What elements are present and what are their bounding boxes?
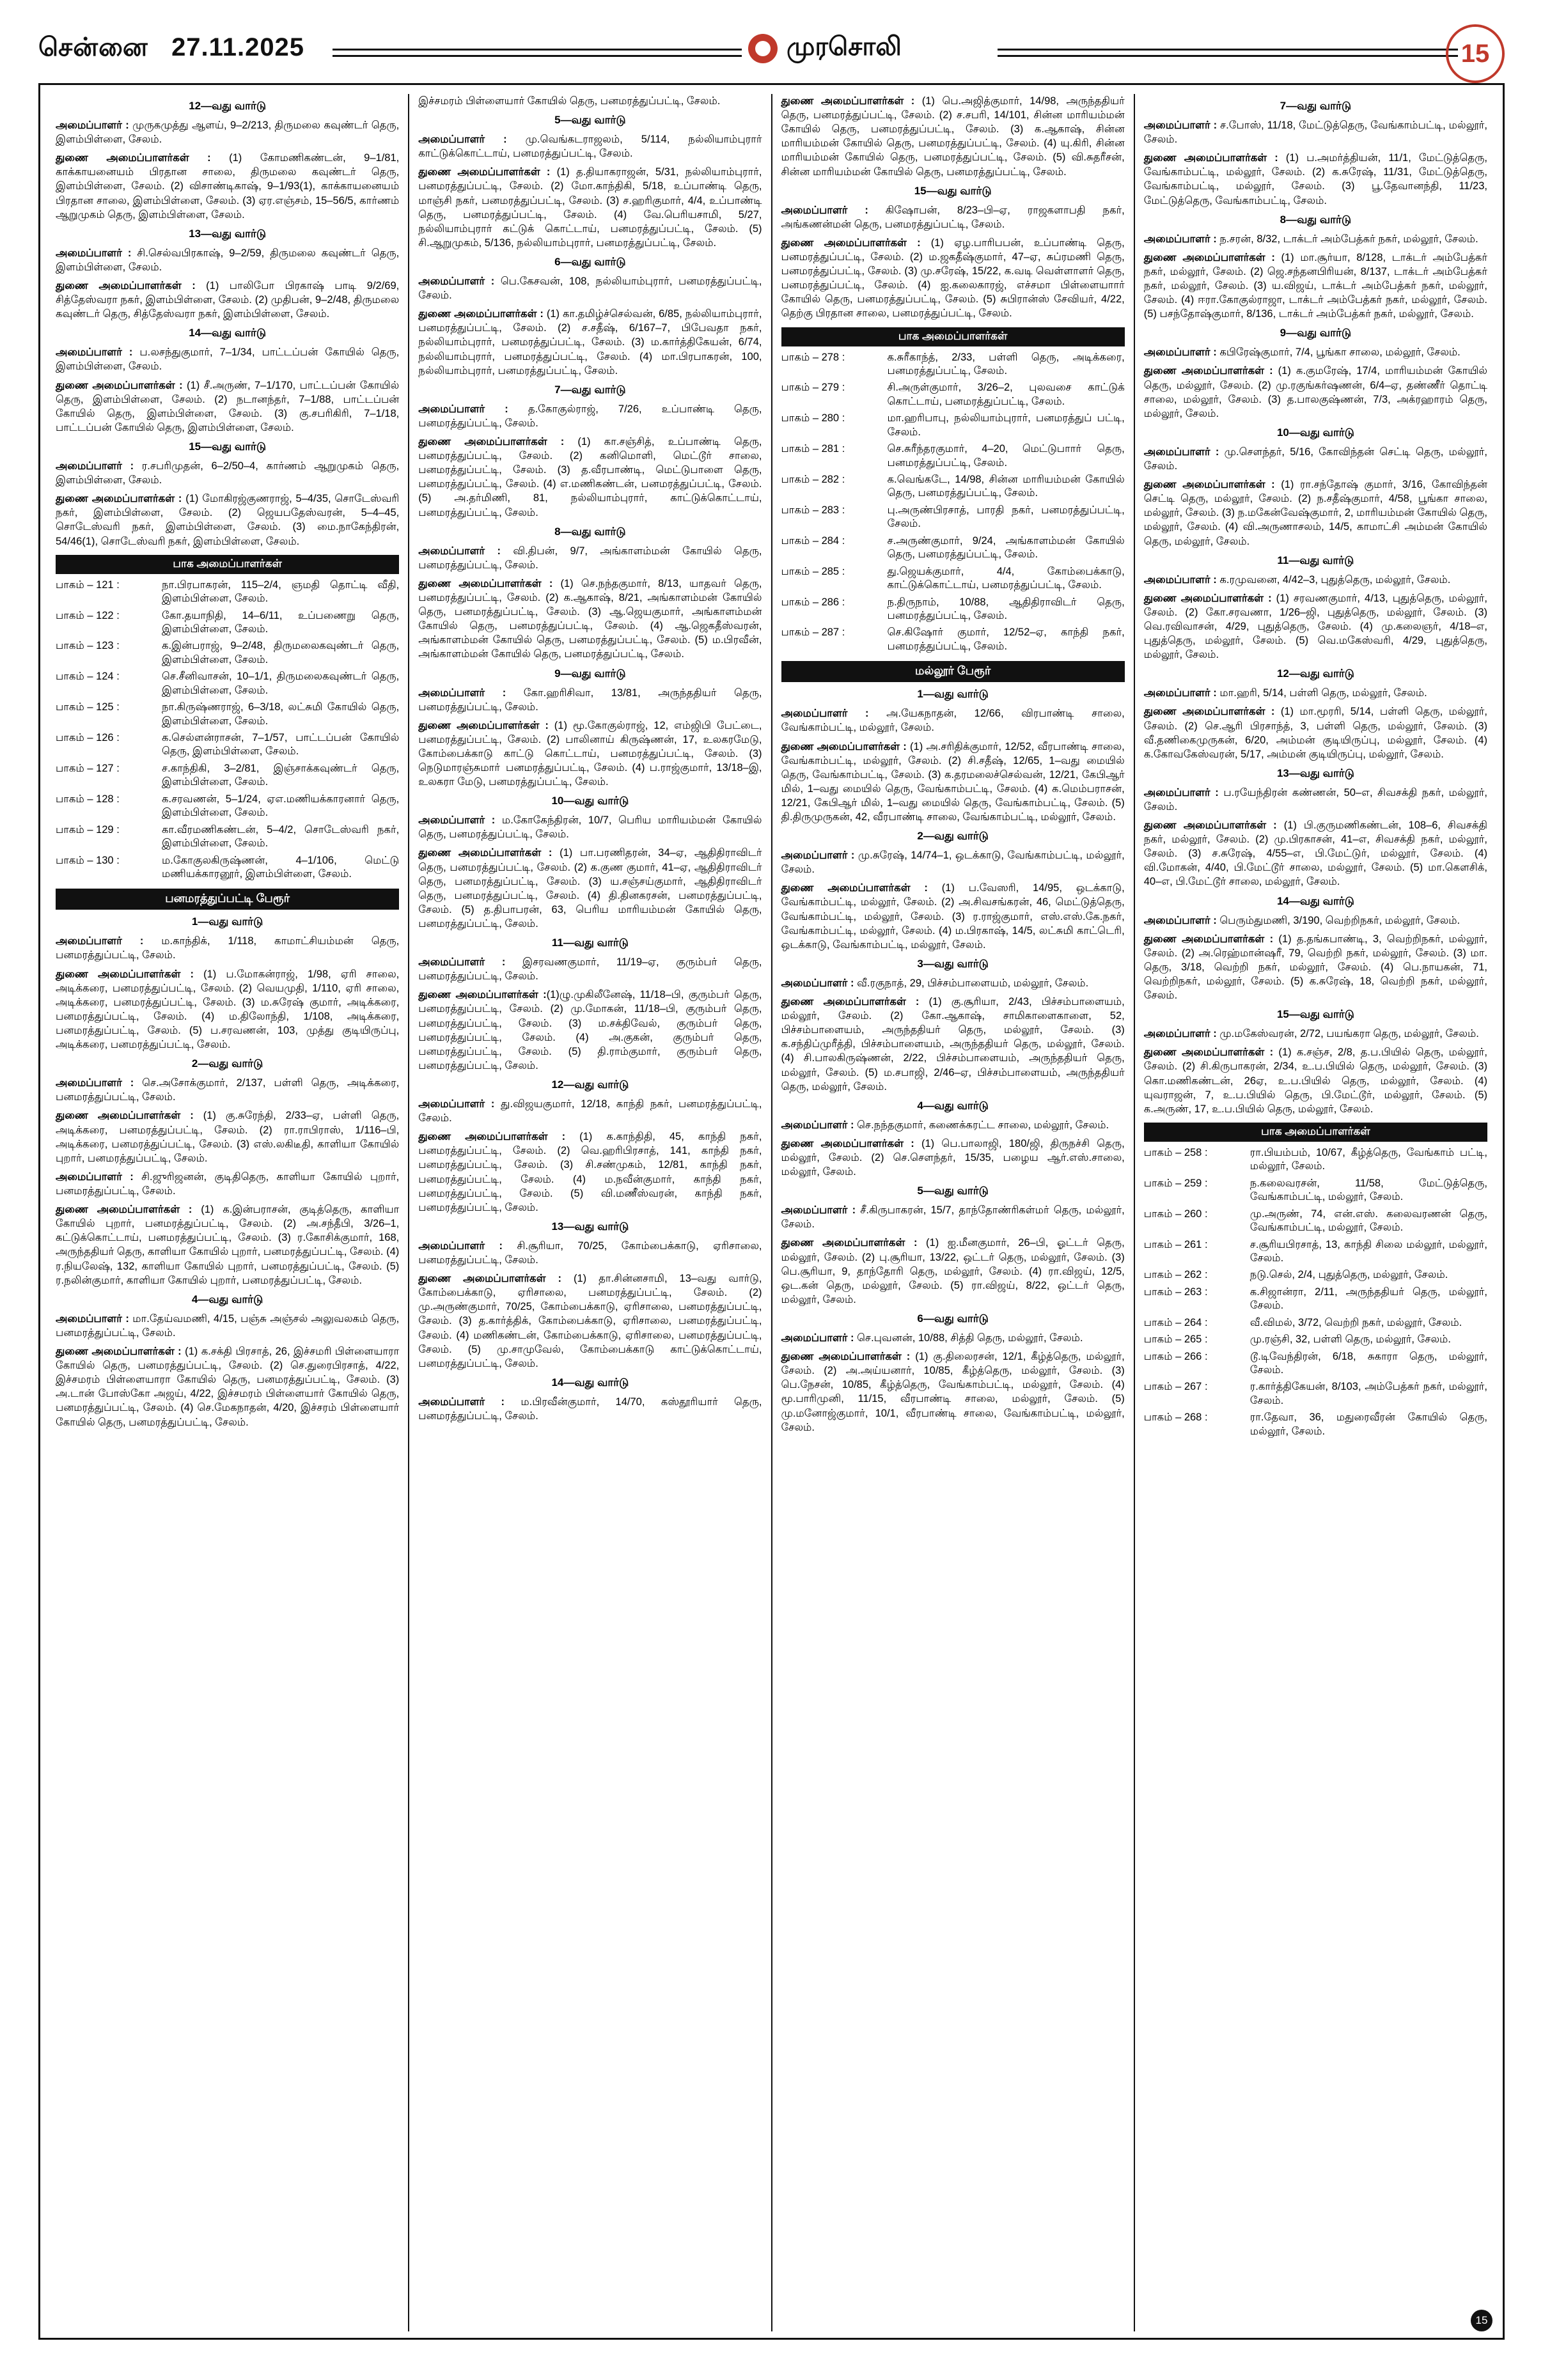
booth-officer-detail: நா.பிரபாகரன், 115–2/4, ஞமதி தொட்டி வீதி, இளம்பிள்ளை, சேலம். bbox=[162, 579, 400, 605]
booth-entry bbox=[1144, 1238, 1487, 1266]
booth-entry bbox=[781, 473, 1125, 501]
booth-entry bbox=[56, 579, 399, 606]
booth-officer-detail: ம.கோகுலகிருஷ்ணன், 4–1/106, மெட்டு மணியக்காரனூர், இளம்பிள்ளை, சேலம். bbox=[162, 854, 400, 880]
ward-heading: 12—வது வார்டு bbox=[551, 1078, 629, 1091]
body-paragraph: அமைப்பாளர் : கிஷோபன், 8/23–பி–ஏ, ராஜகளாபதி நகர், அங்கணன்மன் தெரு, பனமரத்துப்பட்டி, சேலம். bbox=[781, 204, 1125, 230]
booth-officer-detail: ந.திருநாம், 10/88, ஆதிதிராவிடர் தெரு, பனமரத்துப்பட்டி, சேலம். bbox=[887, 596, 1125, 621]
ward-heading: 7—வது வார்டு bbox=[1280, 100, 1352, 112]
ward-heading: 10—வது வார்டு bbox=[1276, 426, 1354, 439]
ward-heading: 7—வது வார்டு bbox=[554, 383, 626, 396]
booth-number: பாகம் – 262 : bbox=[1143, 1269, 1208, 1281]
booth-officer-detail: து.ஜெயக்குமார், 4/4, கோம்பைக்காடு, காட்டுக்கொட்டாய், பனமரத்துப்பட்டி, சேலம். bbox=[887, 565, 1125, 591]
booth-entry bbox=[56, 793, 399, 820]
booth-entry bbox=[1144, 1286, 1487, 1313]
booth-entry bbox=[56, 762, 399, 789]
body-paragraph: துணை அமைப்பாளர்கள் : (1) செ.நந்தகுமார், 8/13, யாதவர் தெரு, பனமரத்துப்பட்டி, சேலம். (2) க.ஆகாஷ், 8/21, அங்காளம்மன் கோயில் தெரு, பனமரத்துப்பட்டி, சேலம். (3) ஆ.ஜெயகுமார், அங்காளம்மன் கோயில் தெரு, பனமரத்துப்பட்டி, சேலம். (4) ஆ.ஜெகதீஸ்வரன், அங்காளம்மன் கோயில் தெரு, பனமரத்துப்பட்டி, சேலம். (5) ம.பிரவீன், அங்காளம்மன் கோயில் தெரு, பனமரத்துப்பட்டி, சேலம். bbox=[418, 577, 762, 660]
ward-heading: 11—வது வார்டு bbox=[551, 937, 629, 949]
booth-entry bbox=[781, 504, 1125, 531]
booth-number: பாகம் – 280 : bbox=[781, 412, 845, 424]
ward-heading: 3—வது வார்டு bbox=[917, 957, 989, 970]
ward-heading: 11—வது வார்டு bbox=[1277, 554, 1354, 566]
body-paragraph: அமைப்பாளர் : கபிரேஷ்குமார், 7/4, பூங்கா சாலை, மல்லூர், சேலம். bbox=[1143, 346, 1461, 359]
column-container bbox=[40, 85, 1503, 2338]
booth-officer-detail: க.வெங்கடே, 14/98, சின்ன மாரியம்மன் கோயில் தெரு, பனமரத்துப்பட்டி, சேலம். bbox=[887, 474, 1125, 499]
body-paragraph: துணை அமைப்பாளர்கள் : (1) சரவணகுமார், 4/13, புதுத்தெரு, மல்லூர், சேலம். (2) கோ.சரவணா, 1/26–ஜி, புதுத்தெரு, மல்லூர், சேலம். (3) வெ.ரவிவாசன், 4/29, புதுத்தெரு, சேலம். (4) மு.கலைஞர், 4/18–எ, புதுத்தெரு, மல்லூர், சேலம். (5) வெ.மகேஸ்வரி, 4/29, புதுத்தெரு, மல்லூர், சேலம். bbox=[1143, 592, 1487, 661]
booth-entry bbox=[1144, 1177, 1487, 1204]
ward-heading: 5—வது வார்டு bbox=[554, 114, 626, 127]
body-paragraph: துணை அமைப்பாளர்கள் : (1) கா.சஞ்சித், உப்பாண்டி தெரு, பனமரத்துப்பட்டி, சேலம். (2) கனிமொளி, மெட்டூர் சாலை, பனமரத்துப்பட்டி, சேலம். (3) த.வீரபாண்டி, மெட்டுபாளை தெரு, பனமரத்துப்பட்டி, சேலம். (4) எ.மணிகண்டன், பனமரத்துப்பட்டி, சேலம். (5) அ.தர்மிணி, 81, நல்லியாம்புரார், காட்டுக்கொட்டாய், பனமரத்துப்பட்டி, சேலம். bbox=[418, 435, 762, 518]
body-paragraph: அமைப்பாளர் : அ.யேகநாதன், 12/66, விரபாண்டி சாலை, வேங்காம்பட்டி, மல்லூர், சேலம். bbox=[781, 708, 1125, 734]
booth-number: பாகம் – 266 : bbox=[1143, 1350, 1208, 1362]
booth-number: பாகம் – 127 : bbox=[56, 762, 120, 774]
ward-heading: 1—வது வார்டு bbox=[191, 915, 263, 928]
body-paragraph: அமைப்பாளர் : ம.காந்திக், 1/118, காமாட்சியம்மன் தெரு, பனமரத்துப்பட்டி, சேலம். bbox=[56, 935, 400, 961]
booth-entry bbox=[1144, 1380, 1487, 1408]
booth-entry bbox=[781, 534, 1125, 562]
booth-officer-detail: செ.கிஷோர் குமார், 12/52–ஏ, காந்தி நகர், பனமரத்துப்பட்டி, சேலம். bbox=[887, 626, 1125, 652]
body-paragraph: அமைப்பாளர் : சி.சூரியா, 70/25, கோம்பைக்காடு, ஏரிசாலை, பனமரத்துப்பட்டி, சேலம். bbox=[418, 1240, 762, 1266]
booth-number: பாகம் – 263 : bbox=[1143, 1286, 1208, 1298]
body-paragraph: அமைப்பாளர் : மு.வெங்கடராஜலம், 5/114, நல்லியாம்புரார் காட்டுக்கொட்டாய், பனமரத்துப்பட்டி, சேலம். bbox=[418, 134, 762, 160]
booth-officer-detail: ச.அருண்குமார், 9/24, அங்காளம்மன் கோயில் தெரு, பனமரத்துப்பட்டி, சேலம். bbox=[887, 534, 1125, 561]
body-paragraph: துணை அமைப்பாளர்கள் : (1) பாலிபோ பிரகாஷ் பாடி 9/2/69, சித்தேஸ்வரா நகர், இளம்பிள்ளை, சேலம். (2) முதிபன், 9–2/48, திருமலை கவுண்டர் தெரு, சித்தேஸ்வரா நகர், இளம்பிள்ளை, சேலம். bbox=[56, 279, 400, 320]
body-paragraph: துணை அமைப்பாளர்கள் : (1) க.இன்பராசன், குடித்தெரு, காளியா கோயில் புறார், பனமரத்துப்பட்டி, சேலம். (2) அ.சந்தீபி, 3/26–1, கட்டுக்கொட்டாய், பனமரத்துப்பட்டி, சேலம். (3) ர.கோசிக்குமார், 168, அருந்ததியர் தெரு, காளியா கோயில் புறார், பனமரத்துப்பட்டி, சேலம். (4) ர.நியலேஷ், 132, காளியா கோயில் புறார், பனமரத்துப்பட்டி, சேலம். (5) ர.நலின்குமார், காளியா கோயில் புறார், பனமரத்துப்பட்டி, சேலம். bbox=[56, 1204, 400, 1286]
body-paragraph: அமைப்பாளர் : து.விஜயகுமார், 12/18, காந்தி நகர், பனமரத்துப்பட்டி, சேலம். bbox=[418, 1098, 762, 1124]
booth-entry bbox=[56, 609, 399, 637]
body-paragraph: துணை அமைப்பாளர்கள் : (1) க.சக்தி பிரசாத், 26, இச்சமரி பிள்ளையாரா கோயில் தெரு, பனமரத்துப்பட்டி, சேலம். (2) செ.துரைபிரசாத், 4/22, இச்சமரம் பிள்ளையாரா கோயில் தெரு, பனமரத்துப்பட்டி, சேலம். (3) அ.டான் போஸ்கோ அஜய், 4/22, இச்சமரம் பிள்ளையார் கோயில் தெரு, பனமரத்துப்பட்டி, சேலம். (4) செ.மேகநாதன், 4/20, இச்சரம் பிள்ளையார் கோயில் தெரு, பனமரத்துப்பட்டி, சேலம். bbox=[56, 1346, 400, 1428]
booth-officer-detail: பு.அருண்பிரசாத், பாரதி நகர், பனமரத்துப்பட்டி, சேலம். bbox=[887, 504, 1125, 530]
ward-heading: 4—வது வார்டு bbox=[917, 1099, 989, 1112]
ward-heading: 2—வது வார்டு bbox=[191, 1057, 263, 1070]
booth-officer-detail: ச.காந்திகி, 3–2/81, இஞ்சாக்கவுண்டர் தெரு, இளம்பிள்ளை, சேலம். bbox=[162, 762, 400, 788]
body-paragraph: துணை அமைப்பாளர்கள் : (1) ரா.சந்தோஷ் குமார், 3/16, கோவிந்தன் செட்டி தெரு, மல்லூர், சேலம். (2) ந.சதீஷ்குமார், 4/58, பூங்கா சாலை, மல்லூர், சேலம். (3) ந.மகேன்வேஷ்குமார், 2, மாரியம்மன் கோயில் தெரு, மல்லூர், சேலம். (4) வி.அருணாசலம், 14/5, காமாட்சி அம்மன் கோயில் தெரு, மல்லூர், சேலம். bbox=[1143, 479, 1487, 547]
masthead-rule-left bbox=[333, 49, 742, 57]
booth-number: பாகம் – 259 : bbox=[1143, 1177, 1208, 1189]
bottom-page-number: 15 bbox=[1471, 2310, 1492, 2331]
booth-officer-detail: சி.அருள்குமார், 3/26–2, புலவசை காட்டுக் கொட்டாய், பனமரத்துப்பட்டி, சேலம். bbox=[887, 382, 1125, 407]
body-paragraph: அமைப்பாளர் : ம.பிரவீன்குமார், 14/70, கஸ்தூரியார் தெரு, பனமரத்துப்பட்டி, சேலம். bbox=[418, 1396, 762, 1422]
body-paragraph: துணை அமைப்பாளர்கள் : (1) ஐ.மீனகுமார், 26–பி, ஓட்டர் தெரு, மல்லூர், சேலம். (2) பு.சூரியா, 13/22, ஒட்டர் தெரு, மல்லூர், சேலம். (3) பெ.சூரியா, 9, தாந்தோரி தெரு, மல்லூர், சேலம். (4) ரா.விஜய், 12/5, ஒட.கன் தெரு, மல்லூர், சேலம். (5) ரா.விஜய், 8/22, ஒட்டர் தெரு, மல்லூர், சேலம். bbox=[781, 1237, 1125, 1305]
booth-entry bbox=[1144, 1316, 1487, 1330]
body-paragraph: அமைப்பாளர் : சி.ஜுரிஜனன், குடிதிதெரு, காளியா கோயில் புறார், பனமரத்துப்பட்டி, சேலம். bbox=[56, 1171, 400, 1197]
ward-heading: 12—வது வார்டு bbox=[189, 100, 267, 112]
body-paragraph: துணை அமைப்பாளர்கள் : (1) பி.குருமணிகண்டன், 108–6, சிவசக்தி நகர், மல்லூர், சேலம். (2) மு.பிரகாசன், 41–எ, சிவசக்தி நகர், மல்லூர், சேலம். (3) ச.சுரேஷ், 4/55–எ, பி.மேட்டுர், மல்லூர், சேலம். (4) வி.மோகன், 4/40, பி.மேட்டூர் சாலை, மல்லூர், சேலம். (5) மா.கௌசிக், 40–எ, பி.மேட்டூர் சாலை, மல்லூர், சேலம். bbox=[1143, 820, 1487, 888]
booth-officer-detail: மு.அருண், 74, என்.எஸ். கலைவரணன் தெரு, வேங்காம்பட்டி, மல்லூர், சேலம். bbox=[1249, 1208, 1487, 1234]
body-paragraph: அமைப்பாளர் : சீ.கிருபாகரன், 15/7, தாந்தோண்ரிகள்மர் தெரு, மல்லூர், சேலம். bbox=[781, 1204, 1125, 1231]
booth-officer-detail: ரா.தேவா, 36, மதுரைவீரன் கோயில் தெரு, மல்லூர், சேலம். bbox=[1249, 1412, 1487, 1437]
booth-entry bbox=[56, 854, 399, 882]
ward-heading: 4—வது வார்டு bbox=[191, 1293, 263, 1305]
booth-officer-detail: கா.வீரமணிகண்டன், 5–4/2, சொடேஸ்வரி நகர், இளம்பிள்ளை, சேலம். bbox=[162, 823, 400, 850]
page-number-badge: 15 bbox=[1446, 24, 1505, 83]
booth-number: பாகம் – 124 : bbox=[56, 671, 120, 683]
booth-number: பாகம் – 284 : bbox=[781, 534, 845, 547]
body-paragraph: அமைப்பாளர் : பெரும்துமணி, 3/190, வெற்றிநகர், மல்லூர், சேலம். bbox=[1143, 914, 1461, 926]
booth-number: பாகம் – 281 : bbox=[781, 443, 845, 455]
section-heading: மல்லூர் பேரூர் bbox=[781, 661, 1125, 682]
body-paragraph: அமைப்பாளர் : ம.கோகேந்திரன், 10/7, பெரிய மாரியம்மன் கோயில் தெரு, பனமரத்துப்பட்டி, சேலம். bbox=[418, 814, 762, 841]
booth-entry bbox=[56, 639, 399, 667]
booth-number: பாகம் – 268 : bbox=[1143, 1412, 1208, 1424]
body-paragraph: துணை அமைப்பாளர்கள் : (1) பா.பரணிதரன், 34–ஏ, ஆதிதிராவிடர் தெரு, பனமரத்துப்பட்டி, சேலம். (2) க.குண குமார், 41–ஏ, ஆதிதிராவிடர் தெரு, பனமரத்துப்பட்டி, சேலம். (3) ய.சஞ்சய்குமார், ஆதிதிராவிடர் தெரு, பனமரத்துப்பட்டி, சேலம். (4) தி.தினகரசன், பனமரத்துப்பட்டி, சேலம். (5) த.திபாபரன், 63, பெரிய மாரியம்மன் கோயில் தெரு, பனமரத்துப்பட்டி, சேலம். bbox=[418, 847, 762, 930]
booth-number: பாகம் – 279 : bbox=[781, 382, 845, 394]
ward-heading: 13—வது வார்டு bbox=[1276, 766, 1354, 779]
booth-number: பாகம் – 258 : bbox=[1143, 1146, 1208, 1158]
body-paragraph: அமைப்பாளர் : ர.சபரிமுதன், 6–2/50–4, கார்ணம் ஆறுமுகம் தெரு, இளம்பிள்ளை, சேலம். bbox=[56, 460, 400, 486]
booth-officer-detail: மு.ரஞ்சி, 32, பள்ளி தெரு, மல்லூர், சேலம். bbox=[1249, 1334, 1451, 1346]
body-paragraph: துணை அமைப்பாளர்கள் : (1) மோகிரஜ்குணராஜ், 5–4/35, சொடேஸ்வரி நகர், இளம்பிள்ளை, சேலம். (2) ஜெயபதேஸ்வரன், 5–4–45, சொடேஸ்வரி நகர், இளம்பிள்ளை, சேலம். (3) மை.நாகேந்திரன், 54/46(1), சொடேஸ்வரி நகர், இளம்பிள்ளை, சேலம். bbox=[56, 493, 400, 547]
body-paragraph: துணை அமைப்பாளர்கள் : (1) கு.திலைரசன், 12/1, கீழ்த்தெரு, மல்லூர், சேலம். (2) அ.அய்யனார், 10/85, கீழ்த்தெரு, மல்லூர், சேலம். (3) பெ.நேசன், 10/85, கீழ்த்தெரு, வேங்காம்பட்டி, மல்லூர், சேலம். (4) மூ.பாரிமுனி, 11/15, வீரபாண்டி சாலை, மல்லூர், சேலம். (5) மு.மனோஜ்குமார், 10/1, வீரபாண்டி சாலை, வேங்காம்பட்டி, மல்லூர், சேலம். bbox=[781, 1351, 1125, 1433]
body-paragraph: அமைப்பாளர் : ப.லசந்துகுமார், 7–1/34, பாட்டப்பன் கோயில் தெரு, இளம்பிள்ளை, சேலம். bbox=[56, 346, 400, 373]
body-paragraph: துணை அமைப்பாளர்கள் : (1) கோமணிகண்டன், 9–1/81, காக்காயனையம் பிரதான சாலை, திருமலை கவுண்டர் தெரு, இளம்பிள்ளை, சேலம். (2) விசாண்டிகாஷ், 9–1/93(1), காக்காயனையம் பிரதான சாலை, இளம்பிள்ளை, சேலம். (3) ஏர.எஞ்சம், 15–56/5, கார்ணம் ஆறுமுகம் தெரு, இளம்பிள்ளை, சேலம். bbox=[56, 152, 400, 221]
body-paragraph: துணை அமைப்பாளர்கள் :(1)ழு.முகிலீனேஷ், 11/18–பி, குரும்பர் தெரு, பனமரத்துப்பட்டி, சேலம். (2) மு.மோகன், 11/18–பி, குரும்பர் தெரு, பனமரத்துப்பட்டி, சேலம். (3) ம.சக்திவேல், குரும்பர் தெரு, பனமரத்துப்பட்டி, சேலம். (4) அ.குகன், குரும்பர் தெரு, பனமரத்துப்பட்டி, சேலம். (5) தி.ராம்குமார், குரும்பர் தெரு, பனமரத்துப்பட்டி, சேலம். bbox=[418, 989, 762, 1071]
body-paragraph: அமைப்பாளர் : மு.சுரேஷ், 14/74–1, ஒடக்காடு, வேங்காம்பட்டி, மல்லூர், சேலம். bbox=[781, 850, 1125, 876]
booth-number: பாகம் – 261 : bbox=[1143, 1238, 1208, 1250]
booth-number: பாகம் – 278 : bbox=[781, 351, 845, 363]
body-paragraph: துணை அமைப்பாளர்கள் : (1) ஏழ.பாரிபபன், உப்பாண்டி தெரு, பனமரத்துப்பட்டி, சேலம். (2) ம.ஜகதீஷ்குமார், 47–ஏ, சுப்ரமணி தெரு, பனமரத்துப்பட்டி, சேலம். (3) மு.சரேஷ், 15/22, க.வடி வெள்ளாளர் தெரு, பனமரத்துப்பட்டி, சேலம். (4) ஐ.கலைகாரஜ், எச்சமா பிள்ளையாார் கோயில் தெரு, பனமரத்துப்பட்டி, சேலம். (5) சுபிரான்ஸ் சேவியர், 4/22, தெற்கு பிரதான சாலை, பனமரத்துப்பட்டி, சேலம். bbox=[781, 237, 1125, 320]
ward-heading: 1—வது வார்டு bbox=[917, 688, 989, 701]
masthead-rule-right bbox=[998, 49, 1458, 57]
body-paragraph: துணை அமைப்பாளர்கள் : (1) மூ.கோகுல்ராஜ், 12, எம்ஜிபி பேட்டை, பனமரத்துப்பட்டி, சேலம். (2) பாலினாய் கிருஷ்ணன், 17, உலகரமேடு, கோம்பைக்காடு காட்டு கொட்டாய், பனமரத்துப்பட்டி, சேலம். (3) நெடுமாரஞ்சுமாா் பனமரத்துப்பட்டி, சேலம். (4) ப.ராஜ்குமார், 13/18–இ, உலகரா மேடு, பனமரத்துப்பட்டி, சேலம். bbox=[418, 719, 762, 788]
body-paragraph: துணை அமைப்பாளர்கள் : (1) தா.சின்னசாமி, 13–வது வார்டு, கோம்பைக்காடு, ஏரிசாலை, பனமரத்துப்பட்டி, சேலம். (2) மு.அருண்குமார், 70/25, கோம்பைக்காடு, ஏரிசாலை, பனமரத்துப்பட்டி, சேலம். (3) த.கார்த்திக், கோம்பைக்காடு, ஏரிசாலை, பனமரத்துப்பட்டி, சேலம். (4) மணிகண்டன், கோம்பைக்காடு, ஏரிசாலை, பனமரத்துப்பட்டி, சேலம். (5) மு.சாமுவேல், கோம்பைக்காடு காட்டுக்கொட்டாய், பனமரத்துப்பட்டி, சேலம். bbox=[418, 1273, 762, 1369]
body-paragraph: அமைப்பாளர் : மா.ஹரி, 5/14, பள்ளி தெரு, மல்லூர், சேலம். bbox=[1143, 687, 1427, 699]
booth-entry bbox=[781, 412, 1125, 439]
ward-heading: 5—வது வார்டு bbox=[917, 1185, 989, 1197]
masthead-place-date bbox=[38, 33, 304, 65]
booth-entry bbox=[56, 731, 399, 759]
booth-entry bbox=[1144, 1146, 1487, 1174]
body-paragraph: துணை அமைப்பாளர்கள் : (1) த.தங்கபாண்டி, 3, வெற்றிநகர், மல்லூர், சேலம். (2) அ.ரெஹ்மான்ஷரீ, 79, வெற்றி நகர், மல்லூர், சேலம். (3) மா. தெரு, 3/18, வெற்றி நகர், மல்லூர், சேலம். (4) பெ.நாயகன், 71, வெற்றிநகர், மல்லூர், சேலம். (5) க.சுரேஷ், 18, வெற்றி நகர், மல்லூர், சேலம். bbox=[1143, 933, 1487, 1002]
booth-officer-detail: டூ.டிவேந்திரன், 6/18, சுகாரா தெரு, மல்லூர், சேலம். bbox=[1249, 1350, 1487, 1376]
ward-heading: 10—வது வார்டு bbox=[551, 795, 629, 807]
ward-heading: 15—வது வார்டு bbox=[914, 184, 992, 197]
body-paragraph: அமைப்பாளர் : செ.நந்தகுமார், கணைக்கரட்ட சாலை, மல்லூர், சேலம். bbox=[781, 1119, 1109, 1131]
booth-officer-detail: ர.கார்த்திகேயன், 8/103, அம்பேத்கர் நகர், மல்லூர், சேலம். bbox=[1249, 1381, 1487, 1406]
booth-number: பாகம் – 123 : bbox=[56, 640, 120, 652]
booth-officer-detail: ச.சூரியபிரசாத், 13, காந்தி சிலை மல்லூர், மல்லூர், சேலம். bbox=[1249, 1238, 1487, 1264]
booth-number: பாகம் – 267 : bbox=[1143, 1381, 1208, 1393]
booth-entry bbox=[781, 351, 1125, 378]
body-paragraph: அமைப்பாளர் : ச.போஸ், 11/18, மேட்டுத்தெரு, வேங்காம்பட்டி, மல்லூர், சேலம். bbox=[1143, 120, 1487, 146]
ward-heading: 15—வது வார்டு bbox=[189, 440, 267, 453]
booth-entry bbox=[1144, 1268, 1487, 1282]
booth-entry bbox=[781, 381, 1125, 408]
booth-officer-detail: கோ.தயாநிதி, 14–6/11, உப்பணைறு தெரு, இளம்பிள்ளை, சேலம். bbox=[162, 609, 400, 635]
masthead-logo bbox=[748, 28, 991, 69]
body-paragraph: துணை அமைப்பாளர்கள் : (1) கா.தமிழ்ச்செல்வன், 6/85, நல்லியாம்புரார், பனமரத்துப்பட்டி, சேலம். (2) ச.சதீஷ், 6/167–7, பிபேவதா நகர், நல்லியாம்புரார், பனமரத்துப்பட்டி, சேலம். (3) ம.கார்த்திகேயன், 6/74, நல்லியாம்புரார், பனமரத்துப்பட்டி, சேலம். (4) மா.பிரபாகரன், 100, நல்லியாம்புரார், பனமரத்துப்பட்டி, சேலம். bbox=[418, 308, 762, 377]
text-column bbox=[47, 94, 409, 2331]
booth-officer-detail: நடு.செல், 2/4, புதுத்தெரு, மல்லூர், சேலம். bbox=[1249, 1269, 1448, 1281]
ward-heading: 13—வது வார்டு bbox=[189, 227, 267, 240]
text-column bbox=[409, 94, 772, 2331]
booth-section-heading: பாக அமைப்பாளர்கள் bbox=[56, 555, 399, 574]
body-paragraph: துணை அமைப்பாளர்கள் : (1) த.தியாகராஜன், 5/31, நல்லியாம்புரார், பனமரத்துப்பட்டி, சேலம். (2) மோ.காந்திகி, 5/18, உப்பாண்டி தெரு, மாஞ்சி நகர், பனமரத்துப்பட்டி, சேலம். (3) ச.ஹரிகுமார், 4/4, உப்பாண்டி தெரு, பனமரத்துப்பட்டி, சேலம். (4) வே.பெரியசாமி, 5/27, நல்லியாம்புரார் கட்டுக் கொட்டாய், பனமரத்துப்பட்டி, சேலம். (5) சி.ஆறுமுகம், 5/136, நல்லியாம்புரார், பனமரத்துப்பட்டி, சேலம். bbox=[418, 166, 762, 249]
body-paragraph: துணை அமைப்பாளர்கள் : (1) கு.சூரியா, 2/43, பிச்சம்பாளையம், மல்லூர், சேலம். (2) கோ.ஆகாஷ், சாமிகாளைகாளை, 52, பிச்சம்பாளையம், அருந்ததியர் தெரு, மல்லூர், சேலம். (3) க.சந்திப்முரீத்தி, பிச்சம்பாளையம், அருந்ததியர் தெரு, மல்லூர், சேலம். (4) சி.பாலகிருஷ்ணன், 2/22, பிச்சம்பாளையம், அருந்ததியர் தெரு, மல்லூர், சேலம். (5) ம.சபாஜி, 2/46–ஏ, பிச்சம்பாளையம், அருந்ததியர் தெரு, மல்லூர், சேலம். bbox=[781, 996, 1125, 1093]
body-paragraph: அமைப்பாளர் : க.ரமுவனை, 4/42–3, புதுத்தெரு, மல்லூர், சேலம். bbox=[1143, 573, 1451, 586]
booth-number: பாகம் – 265 : bbox=[1143, 1334, 1208, 1346]
body-paragraph: துணை அமைப்பாளர்கள் : (1) கு.சுரேந்தி, 2/33–ஏ, பள்ளி தெரு, அடிக்கரை, பனமரத்துப்பட்டி, சேலம். (2) ரா.ராபிராஸ், 1/116–பி, அடிக்கரை, பனமரத்துப்பட்டி, சேலம். (3) எஸ்.லகிடீதி, காளியா கோயில் புறார், பனமரத்துப்பட்டி, சேலம். bbox=[56, 1110, 400, 1164]
masthead-date: 27.11.2025 bbox=[171, 33, 305, 61]
body-paragraph: அமைப்பாளர் : செ.அசோக்குமார், 2/137, பள்ளி தெரு, அடிக்கரை, பனமரத்துப்பட்டி, சேலம். bbox=[56, 1077, 400, 1103]
ward-heading: 8—வது வார்டு bbox=[554, 525, 626, 538]
booth-officer-detail: செ.சீனிவாசன், 10–1/1, திருமலைகவுண்டர் தெரு, இளம்பிள்ளை, சேலம். bbox=[162, 671, 400, 696]
booth-number: பாகம் – 128 : bbox=[56, 793, 120, 805]
booth-number: பாகம் – 287 : bbox=[781, 626, 845, 639]
booth-entry bbox=[56, 701, 399, 728]
body-paragraph: துணை அமைப்பாளர்கள் : (1) அ.சரிதிக்குமார், 12/52, வீரபாண்டி சாலை, வேங்காம்பட்டி, மல்லூர், சேலம். (2) சி.சதீஷ், 12/65, 1–வது மையில் தெரு, வேங்காம்பட்டி, சேலம். (3) க.தரமலைச்செல்வன், 12/21, கேபிஆர் மில், 1–வது மையில் தெரு, வேங்காம்பட்டி, சேலம். (4) க.மெம்பராசன், 12/21, கேபிஆர் மில், 1–வது மையில் தெரு, வேங்காம்பட்டி, சேலம். (5) தி.திருமுருகன், 42, வீரபாண்டி சாலை, வேங்காம்பட்டி, மல்லூர், சேலம். bbox=[781, 740, 1125, 823]
body-paragraph: துணை அமைப்பாளர்கள் : (1) க.சஞ்ச, 2/8, த.ப.பியில் தெரு, மல்லூர், சேலம். (2) சி.கிருபாகரன், 2/34, உ.ப.பியில் தெரு, மல்லூர், சேலம். (3) கொ.மணிகண்டன், 26ஏ, உ.ப.பியில் தெரு, மல்லூர், சேலம். (4) யுவராஜன், 7, உ.ப.பியில் தெரு, பி.மேட்டூர், மல்லூர், சேலம். (5) க.அருண், 17, உ.ப.பியில் தெரு, மல்லூர், சேலம். bbox=[1143, 1046, 1487, 1115]
booth-officer-detail: க.சிஜான்ரா, 2/11, அருந்ததியர் தெரு, மல்லூர், சேலம். bbox=[1249, 1286, 1487, 1312]
booth-entry bbox=[781, 596, 1125, 623]
booth-number: பாகம் – 282 : bbox=[781, 474, 845, 486]
ward-heading: 15—வது வார்டு bbox=[1276, 1008, 1354, 1021]
body-paragraph: துணை அமைப்பாளர்கள் : (1) க.குமரேஷ், 17/4, மாரியம்மன் கோயில் தெரு, மல்லூர், சேலம். (2) மு.ரகுங்கர்ஷணன், 6/4–ஏ, தண்ணீர் தொட்டி சாலை, மல்லூர், சேலம். (3) த.பாலகுஷ்ணன், 7/3, அக்ரஹாரம் தெரு, மல்லூர், சேலம். bbox=[1143, 365, 1487, 419]
ward-heading: 13—வது வார்டு bbox=[551, 1220, 629, 1233]
body-paragraph: துணை அமைப்பாளர்கள் : (1) பெ.அஜித்குமார், 14/98, அருந்ததியர் தெரு, பனமரத்துப்பட்டி, சேலம். (2) ச.சபரி, 14/101, சின்ன மாரியம்மன் கோயில் தெரு, பனமரத்துப்பட்டி, சேலம். (3) க.ஆகாஷ், சின்ன மாரியம்மன் கோயில் தெரு, பனமரத்துப்பட்டி, சேலம். (4) யு.கிரி, சின்ன மாரியம்மன் கோயில் தெரு, பனமரத்துப்பட்டி, சேலம். (5) வி.சுதரீசன், சின்ன மாரியம்மன் கோயில் தெரு, பனமரத்துப்பட்டி, சேலம். bbox=[781, 95, 1125, 178]
booth-number: பாகம் – 264 : bbox=[1143, 1316, 1208, 1328]
ward-heading: 12—வது வார்டு bbox=[1276, 667, 1354, 680]
body-paragraph: துணை அமைப்பாளர்கள் : (1) ப.வேஸரி, 14/95, ஒடக்காடு, வேங்காம்பட்டி, மல்லூர், சேலம். (2) அ.சிவசங்கரன், 46, மெட்டுத்தெரு, வேங்காம்பட்டி, மல்லூர், சேலம். (3) ர.ராஜ்குமார், எஸ்.எஸ்.கே.நகர், வேங்காம்பட்டி, மல்லூர், சேலம். (4) ம.பிரகாஷ், 14/5, லட்சுமி காட்டெரி, ஒடக்காடு, வேங்காம்பட்டி, மல்லூர், சேலம். bbox=[781, 882, 1125, 951]
ward-heading: 8—வது வார்டு bbox=[1280, 213, 1352, 226]
body-paragraph: இச்சமரம் பிள்ளையார் கோயில் தெரு, பனமரத்துப்பட்டி, சேலம். bbox=[418, 95, 721, 107]
booth-number: பாகம் – 285 : bbox=[781, 565, 845, 577]
booth-entry bbox=[781, 442, 1125, 470]
ward-heading: 14—வது வார்டு bbox=[189, 327, 267, 339]
body-paragraph: துணை அமைப்பாளர்கள் : (1) மா.மூரரி, 5/14, பள்ளி தெரு, மல்லூர், சேலம். (2) செ.ஆரி பிரசாந்த், 3, பள்ளி தெரு, மல்லூர், சேலம். (3) வீ.தணிகைமுருகன், 6/20, அம்மன் குடியிருப்பு, மல்லூர், சேலம். (4) க.கோவகேஸ்வரன், 5/17, அம்மன் குடியிருப்பு, மல்லூர், சேலம். bbox=[1143, 706, 1487, 760]
ward-heading: 6—வது வார்டு bbox=[554, 255, 626, 268]
booth-officer-detail: க.சுரீகாந்த், 2/33, பள்ளி தெரு, அடிக்கரை, பனமரத்துப்பட்டி, சேலம். bbox=[887, 351, 1125, 377]
booth-entry bbox=[1144, 1208, 1487, 1235]
ward-heading: 2—வது வார்டு bbox=[917, 830, 989, 843]
ward-heading: 9—வது வார்டு bbox=[1280, 327, 1352, 339]
body-paragraph: அமைப்பாளர் : ந.சரன், 8/32, டாக்டர் அம்பேத்கர் நகர், மல்லூர், சேலம். bbox=[1143, 233, 1478, 245]
body-paragraph: துணை அமைப்பாளர்கள் : (1) சீ.அருண், 7–1/170, பாட்டப்பன் கோயில் தெரு, இளம்பிள்ளை, சேலம். (2) நடானந்தர், 7–1/88, பாட்டப்பன் கோயில் தெரு, இளம்பிள்ளை, சேலம். (3) கு.சபரிகிரி, 7–1/18, பாட்டப்பன் கோயில் தெரு, இளம்பிள்ளை, சேலம். bbox=[56, 379, 400, 433]
body-paragraph: அமைப்பாளர் : பெ.கேசவன், 108, நல்லியாம்புரார், பனமரத்துப்பட்டி, சேலம். bbox=[418, 275, 762, 302]
ward-heading: 6—வது வார்டு bbox=[917, 1312, 989, 1325]
booth-number: பாகம் – 283 : bbox=[781, 504, 845, 516]
text-column bbox=[1135, 94, 1496, 2331]
booth-number: பாகம் – 260 : bbox=[1143, 1208, 1208, 1220]
body-paragraph: அமைப்பாளர் : மு.சௌந்தர், 5/16, கோவிந்தன் செட்டி தெரு, மல்லூர், சேலம். bbox=[1143, 446, 1488, 472]
booth-number: பாகம் – 125 : bbox=[56, 701, 120, 713]
body-paragraph: அமைப்பாளர் : கோ.ஹரிசிவா, 13/81, அருந்ததியர் தெரு, பனமரத்துப்பட்டி, சேலம். bbox=[418, 687, 762, 713]
booth-number: பாகம் – 286 : bbox=[781, 596, 845, 608]
body-paragraph: அமைப்பாளர் : செ.புவனன், 10/88, சித்தி தெரு, மல்லூர், சேலம். bbox=[781, 1332, 1083, 1344]
booth-entry bbox=[1144, 1333, 1487, 1346]
body-paragraph: அமைப்பாளர் : மா.தேய்வமணி, 4/15, பஞ்சு அஞ்சல் அலுவலகம் தெரு, பனமரத்துப்பட்டி, சேலம். bbox=[56, 1312, 400, 1339]
body-paragraph: துணை அமைப்பாளர்கள் : (1) மா.சூர்யா, 8/128, டாக்டர் அம்பேத்கர் நகர், மல்லூர், சேலம். (2) ஜெ.சந்தனபிரியன், 8/137, டாக்டர் அம்பேத்கர் நகர், மல்லூர், சேலம். (3) ய.விஜய், டாக்டர் அம்பேத்கர் நகர், மல்லூர், சேலம். (4) ஈரா.கோகுல்ராஜா, டாக்டர் அம்பேத்கர் நகர், மல்லூர், சேலம். (5) பசந்தோஷ்குமார், 8/136, டாக்டர் அம்பேத்கர் நகர், மல்லூர், சேலம். bbox=[1143, 251, 1487, 320]
body-paragraph: அமைப்பாளர் : ப.ரயேந்திரன் கண்ணன், 50–எ, சிவசக்தி நகர், மல்லூர், சேலம். bbox=[1143, 786, 1487, 813]
booth-number: பாகம் – 126 : bbox=[56, 732, 120, 743]
body-paragraph: துணை அமைப்பாளர்கள் : (1) பெ.பாலாஜி, 180/ஜி, திருநச்சி தெரு, மல்லூர், சேலம். (2) செ.சௌந்தர், 15/35, பழைய ஆர்.எஸ்.சாலை, மல்லூர், சேலம். bbox=[781, 1137, 1125, 1178]
body-paragraph: அமைப்பாளர் : வீ.ரகுநாத், 29, பிச்சம்பாளையம், மல்லூர், சேலம். bbox=[781, 977, 1089, 989]
booth-officer-detail: செ.சுரீந்தரகுமார், 4–20, மெட்டுபாாா் தெரு, பனமரத்துப்பட்டி, சேலம். bbox=[887, 443, 1125, 469]
body-paragraph: அமைப்பாளர் : இசரவணகுமார், 11/19–ஏ, குரும்பர் தெரு, பனமரத்துப்பட்டி, சேலம். bbox=[418, 956, 762, 983]
booth-entry bbox=[781, 565, 1125, 593]
booth-entry bbox=[781, 626, 1125, 653]
booth-officer-detail: மா.ஹரிபாபு, நல்லியாம்புரார், பனமரத்துப் பட்டி, சேலம். bbox=[887, 412, 1125, 438]
ward-heading: 9—வது வார்டு bbox=[554, 667, 626, 680]
body-paragraph: அமைப்பாளர் : வி.திபன், 9/7, அங்காளம்மன் கோயில் தெரு, பனமரத்துப்பட்டி, சேலம். bbox=[418, 545, 762, 571]
booth-officer-detail: ரா.பியம்பம், 10/67, கீழ்த்தெரு, வேங்காம் பட்டி, மல்லூர், சேலம். bbox=[1249, 1146, 1487, 1172]
booth-entry bbox=[1144, 1411, 1487, 1438]
booth-officer-detail: க.இன்பராஜ், 9–2/48, திருமலைகவுண்டர் தெரு, இளம்பிள்ளை, சேலம். bbox=[162, 640, 400, 665]
body-paragraph: அமைப்பாளர் : த.கோகுல்ராஜ், 7/26, உப்பாண்டி தெரு, பனமரத்துப்பட்டி, சேலம். bbox=[418, 403, 762, 429]
text-column bbox=[772, 94, 1135, 2331]
body-paragraph: அமைப்பாளர் : மு.மகேஸ்வரன், 2/72, பயங்கரா தெரு, மல்லூர், சேலம். bbox=[1143, 1028, 1479, 1040]
booth-entry bbox=[56, 670, 399, 697]
booth-officer-detail: க.சரவணன், 5–1/24, ஏஎ.மணியக்காரனார் தெரு, இளம்பிள்ளை, சேலம். bbox=[162, 793, 400, 819]
masthead bbox=[38, 28, 1505, 75]
booth-officer-detail: ந.கலைவரசன், 11/58, மேட்டுத்தெரு, வேங்காம்பட்டி, மல்லூர், சேலம். bbox=[1249, 1177, 1487, 1203]
body-paragraph: அமைப்பாளர் : முருகமுத்து ஆளய், 9–2/213, திருமலை கவுண்டர் தெரு, இளம்பிள்ளை, சேலம். bbox=[56, 120, 400, 146]
ward-heading: 14—வது வார்டு bbox=[1276, 894, 1354, 907]
booth-number: பாகம் – 130 : bbox=[56, 854, 120, 866]
paper-name: முரசொலி bbox=[787, 33, 902, 61]
booth-section-heading: பாக அமைப்பாளர்கள் bbox=[1144, 1123, 1487, 1142]
booth-number: பாகம் – 121 : bbox=[56, 579, 120, 591]
section-heading: பனமரத்துப்பட்டி பேரூர் bbox=[56, 889, 399, 910]
booth-entry bbox=[56, 823, 399, 851]
booth-officer-detail: நா.கிருஷ்ணராஜ், 6–3/18, லட்சுமி கோயில் தெரு, இளம்பிள்ளை, சேலம். bbox=[162, 701, 400, 727]
booth-section-heading: பாக அமைப்பாளர்கள் bbox=[781, 327, 1125, 346]
content-frame bbox=[38, 83, 1505, 2340]
rising-sun-icon bbox=[748, 34, 778, 63]
ward-heading: 14—வது வார்டு bbox=[551, 1376, 629, 1388]
booth-number: பாகம் – 129 : bbox=[56, 823, 120, 836]
booth-number: பாகம் – 122 : bbox=[56, 609, 120, 621]
booth-entry bbox=[1144, 1350, 1487, 1378]
booth-officer-detail: க.செல்ளன்ராசன், 7–1/57, பாட்டப்பன் கோயில் தெரு, இளம்பிள்ளை, சேலம். bbox=[162, 732, 400, 758]
body-paragraph: துணை அமைப்பாளர்கள் : (1) ப.மோகன்ராஜ், 1/98, ஏரி சாலை, அடிக்கரை, பனமரத்துப்பட்டி, சேலம். (2) வெயமுதி, 1/110, ஏரி சாலை, அடிக்கரை, பனமரத்துப்பட்டி, சேலம். (3) ம.சுரேஷ் குமார், அடிக்கரை, பனமரத்துப்பட்டி, சேலம். (4) ம.திலோந்தி, 1/108, அடிக்கரை, பனமரத்துப்பட்டி, சேலம். (5) ப.சரவணன், 103, முத்து குடியிருப்பு, அடிக்கரை, பனமரத்துப்பட்டி, சேலம். bbox=[56, 968, 400, 1051]
body-paragraph: அமைப்பாளர் : சி.செல்வபிரகாஷ், 9–2/59, திருமலை கவுண்டர் தெரு, இளம்பிள்ளை, சேலம். bbox=[56, 247, 400, 273]
body-paragraph: துணை அமைப்பாளர்கள் : (1) க.காந்திதி, 45, காந்தி நகர், பனமரத்துப்பட்டி, சேலம். (2) வெ.ஹரிபிரசாத், 141, காந்தி நகர், பனமரத்துப்பட்டி, சேலம். (3) சி.சண்முகம், 12/81, காந்தி நகர், பனமரத்துப்பட்டி, சேலம். (4) ம.நவீன்குமார், காந்தி நகர், பனமரத்துப்பட்டி, சேலம். (5) வி.மணீஸ்வரன், காந்தி நகர், பனமரத்துப்பட்டி, சேலம். bbox=[418, 1131, 762, 1213]
booth-officer-detail: வீ.விமல், 3/72, வெற்றி நகர், மல்லூர், சேலம். bbox=[1249, 1316, 1462, 1328]
body-paragraph: துணை அமைப்பாளர்கள் : (1) ப.அமர்த்தியன், 11/1, மேட்டுத்தெரு, வேங்காம்பட்டி, மல்லூர், சேலம். (2) க.சுரேஷ், 11/31, மேட்டுத்தெரு, வேங்காம்பட்டி, மல்லூர், சேலம். (3) பூ.தேவானந்தி, 11/23, மேட்டுத்தெரு, வேங்காம்பட்டி, சேலம். bbox=[1143, 152, 1487, 206]
masthead-place: சென்னை bbox=[38, 33, 148, 61]
